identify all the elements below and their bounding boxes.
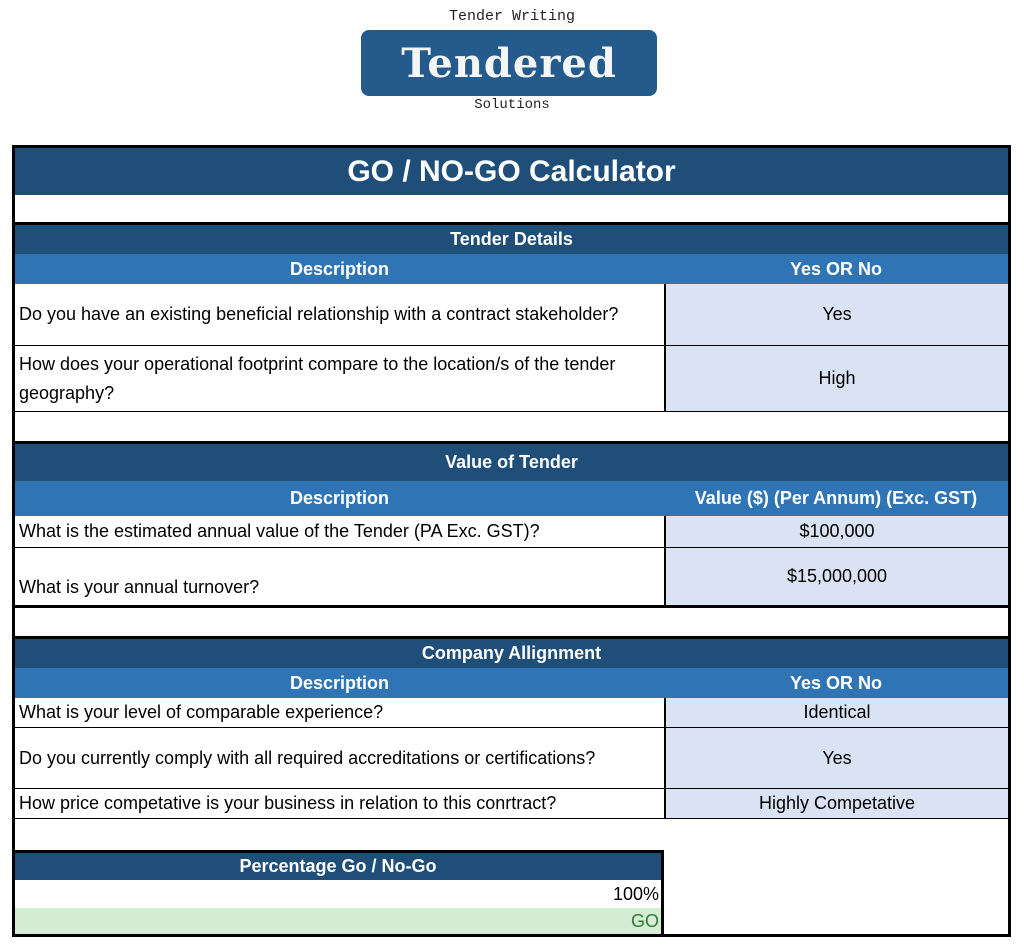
question-accreditations: Do you currently comply with all required accreditations or certifications? [15,728,664,789]
column-header-description: Description [15,668,664,698]
answer-tender-value[interactable]: $100,000 [664,516,1008,548]
answer-annual-turnover[interactable]: $15,000,000 [664,548,1008,608]
answer-comparable-experience[interactable]: Identical [664,698,1008,728]
logo [361,30,657,96]
page-title: GO / NO-GO Calculator [15,148,1008,195]
section-header-tender-details: Tender Details [15,222,1008,254]
question-annual-turnover: What is your annual turnover? [15,548,664,608]
spacer-row [15,608,1008,636]
question-price-competitiveness: How price competative is your business in relation to this conrtract? [15,789,664,819]
logo-wordmark: Tendered [401,39,617,87]
question-tender-value: What is the estimated annual value of the Tender (PA Exc. GST)? [15,516,664,548]
answer-accreditations[interactable]: Yes [664,728,1008,789]
answer-price-competitiveness[interactable]: Highly Competative [664,789,1008,819]
question-comparable-experience: What is your level of comparable experience? [15,698,664,728]
column-header-answer: Yes OR No [664,254,1008,284]
section-header-value-of-tender: Value of Tender [15,441,1008,481]
column-header-description: Description [15,254,664,284]
spacer-row [15,195,1008,222]
question-existing-relationship: Do you have an existing beneficial relationship with a contract stakeholder? [15,284,664,346]
result-header: Percentage Go / No-Go [15,850,664,880]
column-header-answer: Yes OR No [664,668,1008,698]
logo-tagline-top: Tender Writing [448,8,576,25]
result-verdict: GO [15,908,664,934]
section-header-company-alignment: Company Allignment [15,636,1008,668]
answer-existing-relationship[interactable]: Yes [664,284,1008,346]
spacer-row [15,412,1008,441]
calculator-table [12,145,1011,937]
question-operational-footprint: How does your operational footprint compare to the location/s of the tender geography? [15,346,664,412]
column-header-description: Description [15,481,664,516]
answer-operational-footprint[interactable]: High [664,346,1008,412]
spacer-row [15,819,1008,850]
logo-tagline-bottom: Solutions [474,97,550,113]
result-percentage: 100% [15,880,664,908]
column-header-value: Value ($) (Per Annum) (Exc. GST) [664,481,1008,516]
